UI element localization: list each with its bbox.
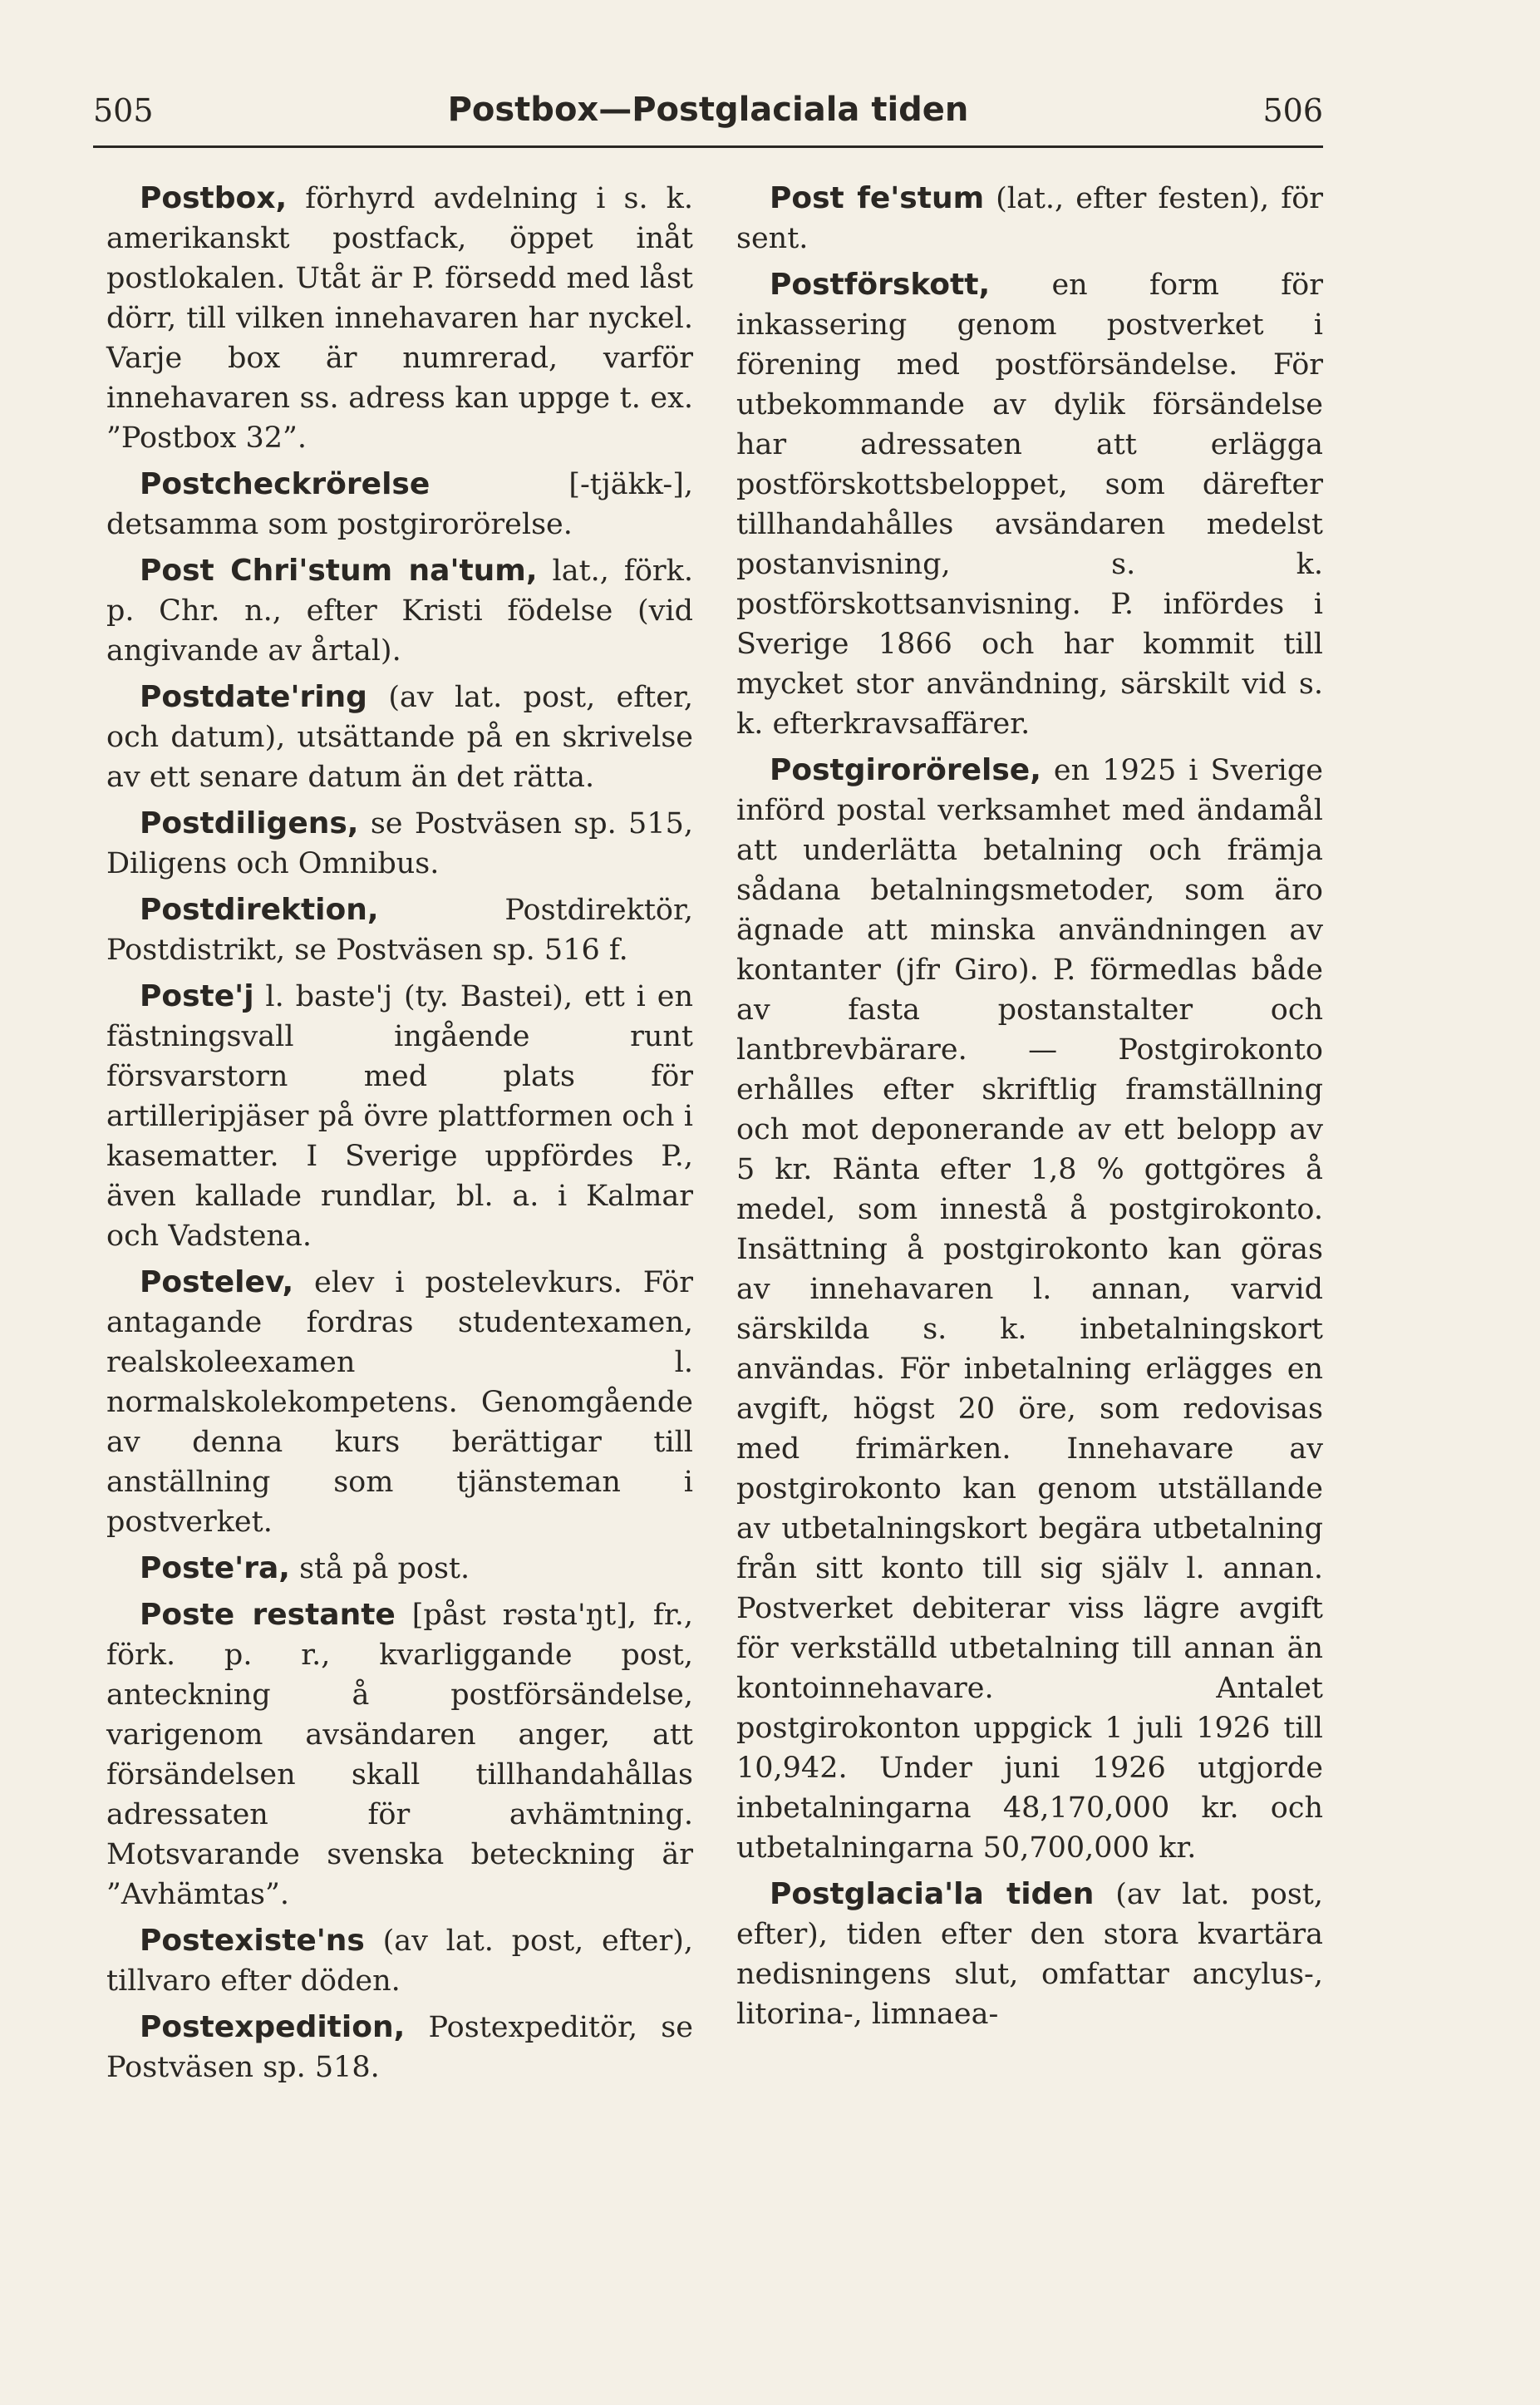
headword: Post fe'stum (770, 181, 985, 215)
entry-postbox (106, 179, 693, 458)
headword: Postgirorörelse, (770, 753, 1041, 787)
headword: Postförskott, (770, 268, 991, 302)
definition: förhyrd avdelning i s. k. amerikanskt postfack, öppet inåt postlokalen. Utåt är P. försedd med låst dörr, till vilken innehavaren har nyckel. Varje box är numrerad, varför innehavaren ss. adress kan uppge t. ex. ”Postbox 32”. (106, 182, 693, 455)
page-header (93, 87, 1323, 148)
definition: Postexpeditör, se Postväsen sp. 518. (106, 2011, 693, 2084)
entry-postexistens (106, 1921, 693, 2001)
definition: en 1925 i Sverige införd postal verksamhet med ändamål att underlätta betalning och främja sådana betalningsmetoder, som äro ägnade att minska användningen av kontanter (jfr Giro). P. förmedlas både av fasta postanstalter och lantbrevbärare. — Postgirokonto erhålles efter skriftlig framställning och mot deponerande av ett belopp av 5 kr. Ränta efter 1,8 % gottgöres å medel, som innestå å postgirokonto. Insättning å postgirokonto kan göras av innehavaren l. annan, varvid särskilda s. k. inbetalningskort användas. För inbetalning erlägges en avgift, högst 20 öre, som redovisas med frimärken. Innehavare av postgirokonto kan genom utställande av utbetalningskort begära utbetalning från sitt konto till sig själv l. annan. Postverket debiterar viss lägre avgift för verkställd utbetalning till annan än kontoinnehavare. Antalet postgirokonton uppgick 1 juli 1926 till 10,942. Under juni 1926 utgjorde inbetalningarna 48,170,000 kr. och utbetalningarna 50,700,000 kr. (736, 754, 1323, 1865)
definition: lat., förk. p. Chr. n., efter Kristi födelse (vid angivande av årtal). (106, 554, 693, 668)
headword: Postdiligens, (140, 806, 359, 840)
definition: elev i postelevkurs. För antagande fordras studentexamen, realskoleexamen l. normalskolekompetens. Genomgående av denna kurs berättigar till anställning som tjänsteman i postverket. (106, 1266, 693, 1539)
headword: Poste'ra, (140, 1551, 290, 1585)
running-title: Postbox—Postglaciala tiden (447, 91, 969, 129)
headword: Postcheckrörelse (140, 467, 431, 501)
headword: Post Chri'stum na'tum, (140, 554, 538, 588)
entry-postexpedition (106, 2008, 693, 2087)
headword: Postdirektion, (140, 893, 379, 927)
definition: stå på post. (299, 1552, 470, 1585)
left-column (106, 179, 693, 2094)
entry-post-christum-natum (106, 551, 693, 671)
definition: se Postväsen sp. 515, Diligens och Omnibus. (106, 807, 693, 880)
definition: l. baste'j (ty. Bastei), ett i en fästningsvall ingående runt försvarstorn med plats för artilleripjäser på övre plattformen och i kasematter. I Sverige uppfördes P., även kallade rundlar, bl. a. i Kalmar och Vadstena. (106, 980, 693, 1253)
entry-postera (106, 1549, 693, 1589)
headword: Postexiste'ns (140, 1924, 365, 1958)
headword: Postexpedition, (140, 2010, 406, 2044)
definition: [påst rəsta'ŋt], fr., förk. p. r., kvarliggande post, anteckning å postförsändelse, varigenom avsändaren anger, att försändelsen skall tillhandahållas adressaten för avhämtning. Motsvarande svenska beteckning är ”Avhämtas”. (106, 1599, 693, 1911)
entry-post-festum (736, 179, 1323, 259)
headword: Postglacia'la tiden (770, 1877, 1095, 1911)
entry-postglaciala-tiden (736, 1875, 1323, 2034)
entry-postelev (106, 1263, 693, 1542)
entry-postgirororelse (736, 751, 1323, 1868)
definition: [-tjäkk-], detsamma som postgirorörelse. (106, 468, 693, 541)
definition: en form för inkassering genom postverket i förening med postförsändelse. För utbekommande av dylik försändelse har adressaten att erlägga postförskottsbeloppet, som därefter tillhandahålles avsändaren medelst postanvisning, s. k. postförskottsanvisning. P. infördes i Sverige 1866 och har kommit till mycket stor användning, särskilt vid s. k. efterkravsaffärer. (736, 269, 1323, 741)
entry-postdatering (106, 678, 693, 797)
definition: (av lat. post, efter), tillvaro efter döden. (106, 1924, 693, 1998)
entry-postcheckrorelse (106, 465, 693, 545)
entry-postej (106, 977, 693, 1256)
headword: Poste'j (140, 979, 254, 1013)
definition: (av lat. post, efter, och datum), utsättande på en skrivelse av ett senare datum än det rätta. (106, 681, 693, 794)
definition: (lat., efter festen), för sent. (736, 182, 1323, 255)
headword: Postdate'ring (140, 680, 367, 714)
definition: (av lat. post, efter), tiden efter den stora kvartära nedisningens slut, omfattar ancylus-, litorina-, limnaea- (736, 1878, 1323, 2031)
headword: Poste restante (140, 1598, 396, 1632)
right-column (736, 179, 1323, 2041)
left-page-number: 505 (93, 92, 154, 129)
entry-poste-restante (106, 1595, 693, 1915)
headword: Postbox, (140, 181, 288, 215)
entry-postforskott (736, 265, 1323, 744)
entry-postdirektion (106, 890, 693, 970)
definition: Postdirektör, Postdistrikt, se Postväsen sp. 516 f. (106, 894, 693, 967)
right-page-number: 506 (1262, 92, 1323, 129)
entry-postdiligens (106, 804, 693, 884)
headword: Postelev, (140, 1265, 294, 1299)
